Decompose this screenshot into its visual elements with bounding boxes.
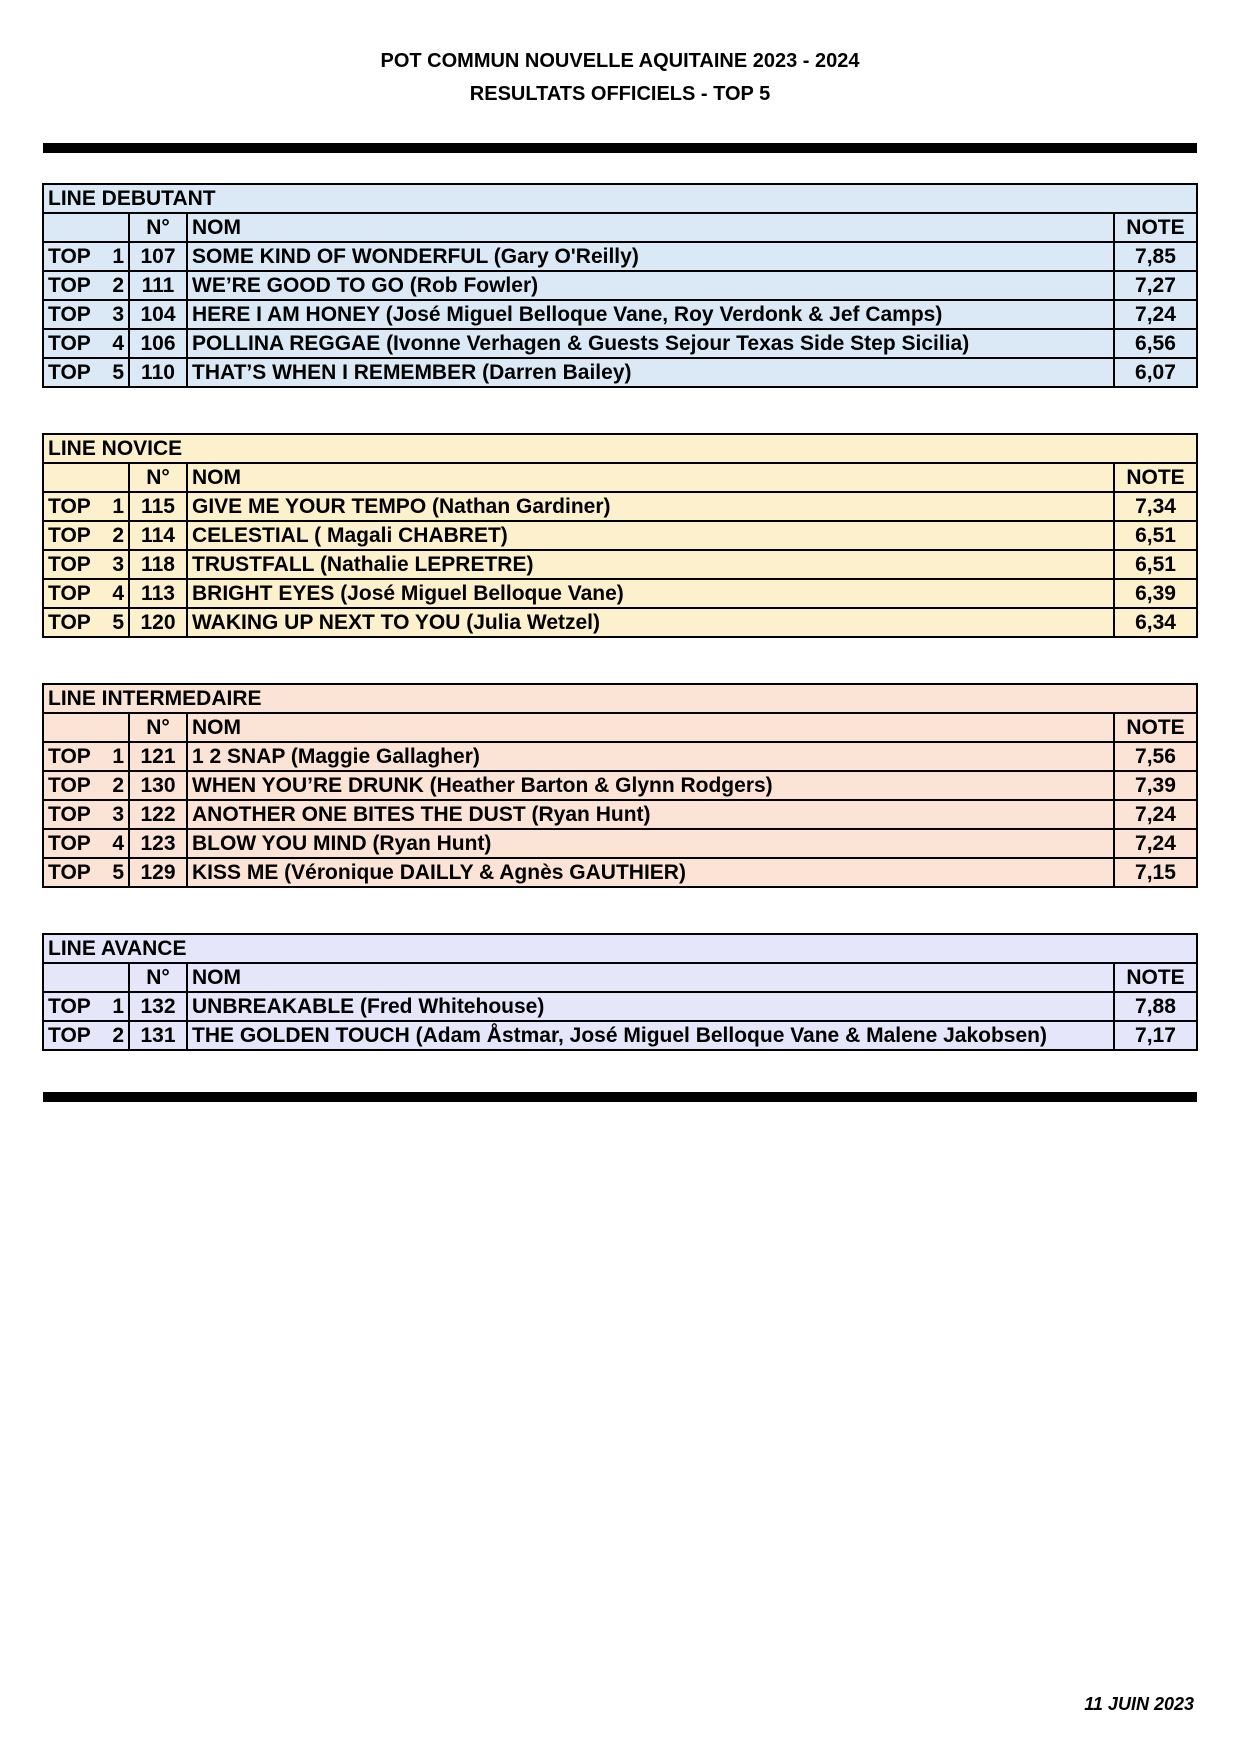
- header-rank: [43, 213, 129, 242]
- table-row: [43, 742, 1197, 771]
- rank-number: 2: [112, 774, 124, 797]
- rank-cell: [43, 858, 129, 887]
- note-cell: 7,85: [1114, 242, 1197, 271]
- section-title: LINE DEBUTANT: [43, 184, 1197, 213]
- header-rank: [43, 963, 129, 992]
- rank-number: 1: [112, 995, 124, 1018]
- table-row: [43, 358, 1197, 387]
- rank-cell: [43, 521, 129, 550]
- table-row: [43, 771, 1197, 800]
- rank-label: TOP: [48, 245, 91, 268]
- nom-cell: KISS ME (Véronique DAILLY & Agnès GAUTHIER): [187, 858, 1114, 887]
- header-rank: [43, 463, 129, 492]
- rank-number: 2: [112, 524, 124, 547]
- rank-label: TOP: [48, 745, 91, 768]
- rank-label: TOP: [48, 495, 91, 518]
- table-row: [43, 329, 1197, 358]
- section-title: LINE NOVICE: [43, 434, 1197, 463]
- num-cell: 132: [129, 992, 187, 1021]
- section-title-row: [43, 184, 1197, 213]
- header-rank: [43, 713, 129, 742]
- footer-date: 11 JUIN 2023: [1084, 1694, 1194, 1714]
- header-nom: NOM: [187, 213, 1114, 242]
- rank-label: TOP: [48, 995, 91, 1018]
- rank-label: TOP: [48, 303, 91, 326]
- note-cell: 6,39: [1114, 579, 1197, 608]
- nom-cell: TRUSTFALL (Nathalie LEPRETRE): [187, 550, 1114, 579]
- num-cell: 130: [129, 771, 187, 800]
- table-line-novice: [42, 433, 1198, 638]
- rank-label: TOP: [48, 861, 91, 884]
- nom-cell: HERE I AM HONEY (José Miguel Belloque Vane, Roy Verdonk & Jef Camps): [187, 300, 1114, 329]
- table-line-intermediaire: [42, 683, 1198, 888]
- rank-number: 1: [112, 245, 124, 268]
- rank-number: 3: [112, 803, 124, 826]
- rank-cell: [43, 800, 129, 829]
- header-row: [43, 213, 1197, 242]
- header-num: N°: [129, 963, 187, 992]
- table-line-debutant: [42, 183, 1198, 388]
- section-title-row: [43, 434, 1197, 463]
- nom-cell: ANOTHER ONE BITES THE DUST (Ryan Hunt): [187, 800, 1114, 829]
- note-cell: 7,24: [1114, 829, 1197, 858]
- rank-label: TOP: [48, 774, 91, 797]
- num-cell: 122: [129, 800, 187, 829]
- header-nom: NOM: [187, 963, 1114, 992]
- rank-cell: [43, 550, 129, 579]
- note-cell: 7,15: [1114, 858, 1197, 887]
- note-cell: 7,88: [1114, 992, 1197, 1021]
- num-cell: 113: [129, 579, 187, 608]
- rank-cell: [43, 829, 129, 858]
- rank-label: TOP: [48, 361, 91, 384]
- num-cell: 114: [129, 521, 187, 550]
- note-cell: 6,51: [1114, 550, 1197, 579]
- rank-cell: [43, 608, 129, 637]
- table-row: [43, 579, 1197, 608]
- note-cell: 7,27: [1114, 271, 1197, 300]
- nom-cell: THAT’S WHEN I REMEMBER (Darren Bailey): [187, 358, 1114, 387]
- table-row: [43, 242, 1197, 271]
- header-num: N°: [129, 213, 187, 242]
- note-cell: 7,24: [1114, 300, 1197, 329]
- rank-label: TOP: [48, 832, 91, 855]
- rank-cell: [43, 358, 129, 387]
- rank-number: 5: [112, 861, 124, 884]
- nom-cell: 1 2 SNAP (Maggie Gallagher): [187, 742, 1114, 771]
- num-cell: 129: [129, 858, 187, 887]
- rank-number: 2: [112, 274, 124, 297]
- header-row: [43, 963, 1197, 992]
- header-num: N°: [129, 463, 187, 492]
- document-subtitle: RESULTATS OFFICIELS - TOP 5: [469, 83, 771, 105]
- num-cell: 123: [129, 829, 187, 858]
- num-cell: 121: [129, 742, 187, 771]
- nom-cell: WHEN YOU’RE DRUNK (Heather Barton & Glynn Rodgers): [187, 771, 1114, 800]
- note-cell: 7,24: [1114, 800, 1197, 829]
- nom-cell: POLLINA REGGAE (Ivonne Verhagen & Guests Sejour Texas Side Step Sicilia): [187, 329, 1114, 358]
- nom-cell: WE’RE GOOD TO GO (Rob Fowler): [187, 271, 1114, 300]
- rank-label: TOP: [48, 332, 91, 355]
- table-row: [43, 800, 1197, 829]
- note-cell: 7,17: [1114, 1021, 1197, 1050]
- bottom-divider: [43, 1092, 1197, 1102]
- num-cell: 110: [129, 358, 187, 387]
- header-row: [43, 713, 1197, 742]
- rank-cell: [43, 579, 129, 608]
- rank-cell: [43, 242, 129, 271]
- note-cell: 6,56: [1114, 329, 1197, 358]
- note-cell: 7,34: [1114, 492, 1197, 521]
- note-cell: 6,51: [1114, 521, 1197, 550]
- nom-cell: GIVE ME YOUR TEMPO (Nathan Gardiner): [187, 492, 1114, 521]
- header-note: NOTE: [1114, 463, 1197, 492]
- table-row: [43, 300, 1197, 329]
- rank-cell: [43, 329, 129, 358]
- top-divider: [43, 143, 1197, 153]
- rank-number: 4: [112, 332, 124, 355]
- nom-cell: UNBREAKABLE (Fred Whitehouse): [187, 992, 1114, 1021]
- table-row: [43, 1021, 1197, 1050]
- rank-number: 5: [112, 361, 124, 384]
- rank-label: TOP: [48, 803, 91, 826]
- section-title: LINE AVANCE: [43, 934, 1197, 963]
- rank-number: 4: [112, 832, 124, 855]
- section-title: LINE INTERMEDAIRE: [43, 684, 1197, 713]
- rank-label: TOP: [48, 553, 91, 576]
- rank-number: 1: [112, 745, 124, 768]
- table-row: [43, 608, 1197, 637]
- note-cell: 6,34: [1114, 608, 1197, 637]
- num-cell: 107: [129, 242, 187, 271]
- header-nom: NOM: [187, 713, 1114, 742]
- rank-number: 5: [112, 611, 124, 634]
- table-row: [43, 271, 1197, 300]
- header-num: N°: [129, 713, 187, 742]
- header-note: NOTE: [1114, 213, 1197, 242]
- header-note: NOTE: [1114, 713, 1197, 742]
- table-row: [43, 858, 1197, 887]
- note-cell: 6,07: [1114, 358, 1197, 387]
- num-cell: 115: [129, 492, 187, 521]
- rank-cell: [43, 992, 129, 1021]
- document-title: POT COMMUN NOUVELLE AQUITAINE 2023 - 2024: [380, 50, 860, 72]
- note-cell: 7,56: [1114, 742, 1197, 771]
- num-cell: 111: [129, 271, 187, 300]
- rank-cell: [43, 271, 129, 300]
- rank-cell: [43, 1021, 129, 1050]
- table-row: [43, 492, 1197, 521]
- rank-cell: [43, 492, 129, 521]
- section-title-row: [43, 684, 1197, 713]
- num-cell: 104: [129, 300, 187, 329]
- rank-number: 4: [112, 582, 124, 605]
- num-cell: 120: [129, 608, 187, 637]
- nom-cell: BLOW YOU MIND (Ryan Hunt): [187, 829, 1114, 858]
- rank-cell: [43, 300, 129, 329]
- rank-label: TOP: [48, 582, 91, 605]
- header-note: NOTE: [1114, 963, 1197, 992]
- table-row: [43, 992, 1197, 1021]
- rank-number: 1: [112, 495, 124, 518]
- note-cell: 7,39: [1114, 771, 1197, 800]
- table-row: [43, 521, 1197, 550]
- rank-label: TOP: [48, 274, 91, 297]
- rank-cell: [43, 742, 129, 771]
- rank-label: TOP: [48, 611, 91, 634]
- rank-number: 3: [112, 553, 124, 576]
- rank-number: 3: [112, 303, 124, 326]
- num-cell: 106: [129, 329, 187, 358]
- rank-cell: [43, 771, 129, 800]
- nom-cell: SOME KIND OF WONDERFUL (Gary O'Reilly): [187, 242, 1114, 271]
- num-cell: 131: [129, 1021, 187, 1050]
- rank-number: 2: [112, 1024, 124, 1047]
- nom-cell: WAKING UP NEXT TO YOU (Julia Wetzel): [187, 608, 1114, 637]
- num-cell: 118: [129, 550, 187, 579]
- header-nom: NOM: [187, 463, 1114, 492]
- nom-cell: THE GOLDEN TOUCH (Adam Åstmar, José Miguel Belloque Vane & Malene Jakobsen): [187, 1021, 1114, 1050]
- table-row: [43, 550, 1197, 579]
- table-row: [43, 829, 1197, 858]
- nom-cell: CELESTIAL ( Magali CHABRET): [187, 521, 1114, 550]
- table-line-avance: [42, 933, 1198, 1051]
- section-title-row: [43, 934, 1197, 963]
- rank-label: TOP: [48, 1024, 91, 1047]
- rank-label: TOP: [48, 524, 91, 547]
- nom-cell: BRIGHT EYES (José Miguel Belloque Vane): [187, 579, 1114, 608]
- header-row: [43, 463, 1197, 492]
